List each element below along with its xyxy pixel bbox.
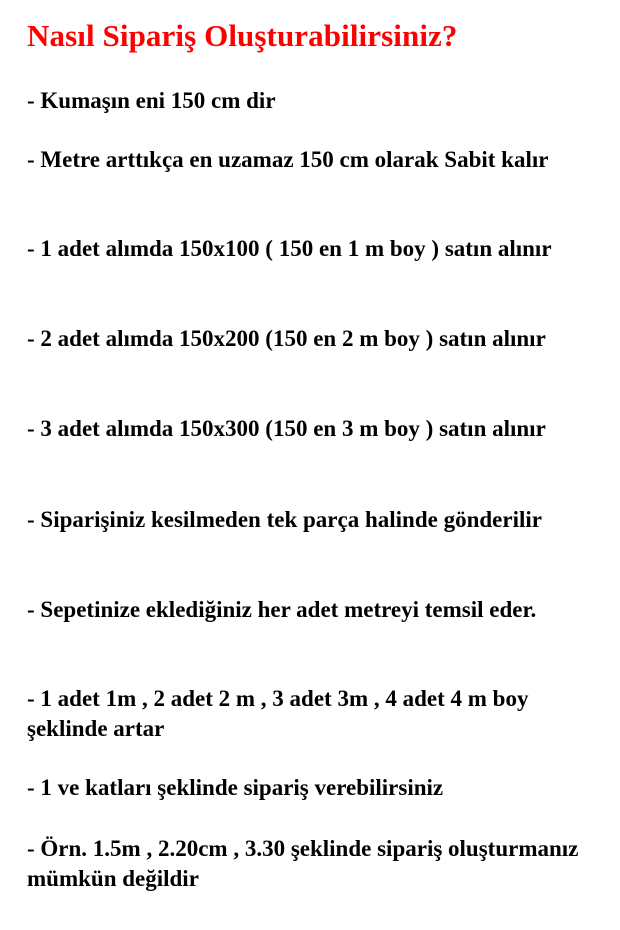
instruction-item-multiples: - 1 ve katları şeklinde sipariş verebilirsiniz (27, 775, 444, 800)
instruction-item-three-units: - 3 adet alımda 150x300 (150 en 3 m boy ) satın alınır (27, 416, 546, 441)
instruction-item-example-restriction: - Örn. 1.5m , 2.20cm , 3.30 şeklinde sipariş oluşturmanız mümkün değildir (27, 836, 579, 891)
page-title: Nasıl Sipariş Oluşturabilirsiniz? (27, 18, 458, 53)
instruction-item-length-increase: - 1 adet 1m , 2 adet 2 m , 3 adet 3m , 4 adet 4 m boy şeklinde artar (27, 686, 529, 741)
instruction-item-single-piece: - Siparişiniz kesilmeden tek parça halinde gönderilir (27, 507, 542, 532)
instruction-item-one-unit: - 1 adet alımda 150x100 ( 150 en 1 m boy ) satın alınır (27, 236, 552, 261)
instruction-item-fixed-width: - Metre arttıkça en uzamaz 150 cm olarak Sabit kalır (27, 147, 549, 172)
instruction-item-two-units: - 2 adet alımda 150x200 (150 en 2 m boy ) satın alınır (27, 326, 546, 351)
instruction-item-unit-meaning: - Sepetinize eklediğiniz her adet metreyi temsil eder. (27, 597, 537, 622)
instruction-item-fabric-width: - Kumaşın eni 150 cm dir (27, 88, 276, 113)
